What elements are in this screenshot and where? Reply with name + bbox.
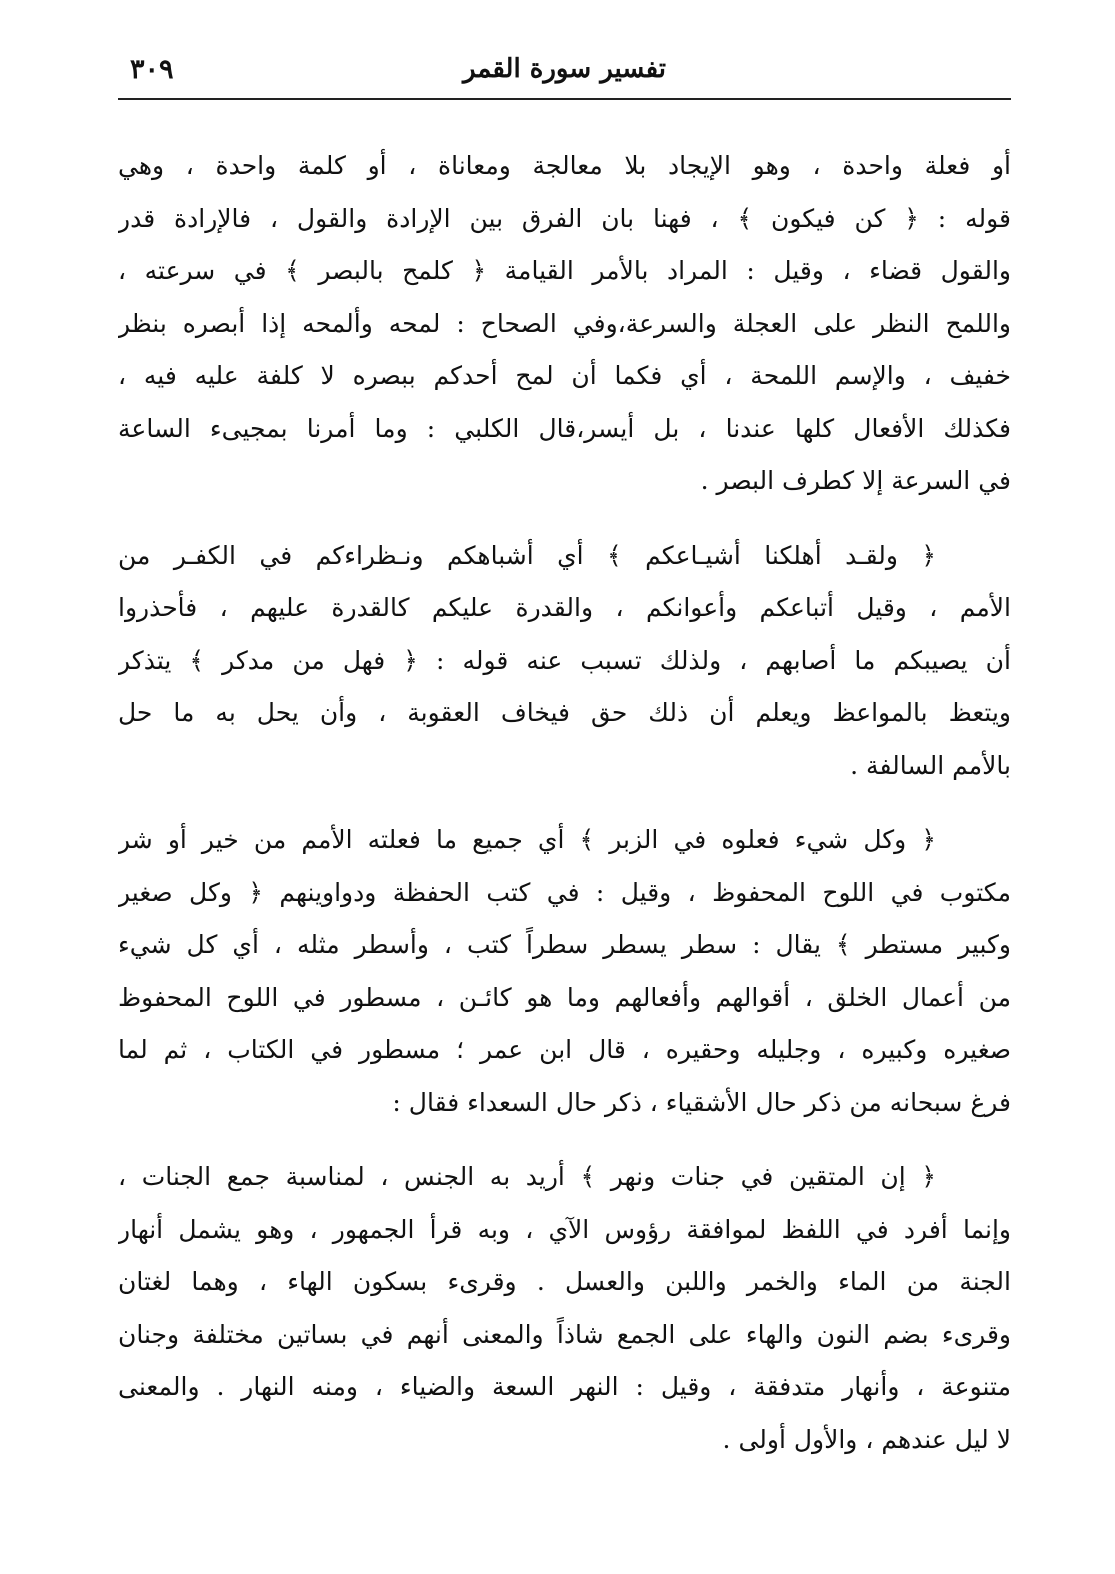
- text-line: خفيف ، والإسم اللمحة ، أي فكما أن لمح أحدكم ببصره لا كلفة عليه فيه ،: [118, 361, 1011, 390]
- text-line: واللمح النظر على العجلة والسرعة،وفي الصحاح : لمحه وألمحه إذا أبصره بنظر: [118, 308, 1011, 338]
- text-line: ويتعظ بالمواعظ ويعلم أن ذلك حق فيخاف العقوبة ، وأن يحل به ما حل: [118, 698, 1011, 727]
- header-rule: [118, 98, 1011, 100]
- text-line: ﴿ وكل شيء فعلوه في الزبر ﴾ أي جميع ما فعلته الأمم من خير أو شر: [118, 825, 936, 854]
- text-line: الجنة من الماء والخمر واللبن والعسل . وقرىء بسكون الهاء ، وهما لغتان: [118, 1267, 1011, 1296]
- text-line: ﴿ ولقـد أهلكنا أشيـاعكم ﴾ أي أشباهكم ونـظراءكم في الكفـر من: [118, 540, 936, 570]
- text-line: مكتوب في اللوح المحفوظ ، وقيل : في كتب الحفظة ودواوينهم ﴿ وكل صغير: [118, 877, 1011, 907]
- text-line: أو فعلة واحدة ، وهو الإيجاد بلا معالجة ومعاناة ، أو كلمة واحدة ، وهي: [118, 151, 1011, 180]
- page-number: ٣٠٩: [130, 54, 174, 85]
- text-line: من أعمال الخلق ، أقوالهم وأفعالهم وما هو كائـن ، مسطور في اللوح المحفوظ: [118, 982, 1011, 1012]
- text-line: فرغ سبحانه من ذكر حال الأشقياء ، ذكر حال السعداء فقال :: [392, 1087, 1011, 1117]
- paragraph-2: [118, 530, 1011, 793]
- text-line: وإنما أفرد في اللفظ لموافقة رؤوس الآي ، وبه قرأ الجمهور ، وهو يشمل أنهار: [118, 1214, 1011, 1244]
- paragraph-3: [118, 814, 1011, 1129]
- text-line: ﴿ إن المتقين في جنات ونهر ﴾ أريد به الجنس ، لمناسبة جمع الجنات ،: [118, 1162, 936, 1191]
- text-line: والقول قضاء ، وقيل : المراد بالأمر القيامة ﴿ كلمح بالبصر ﴾ في سرعته ،: [118, 256, 1011, 285]
- text-line: أن يصيبكم ما أصابهم ، ولذلك تسبب عنه قوله : ﴿ فهل من مدكر ﴾ يتذكر: [118, 645, 1011, 675]
- text-line: فكذلك الأفعال كلها عندنا ، بل أيسر،قال الكلبي : وما أمرنا بمجيىء الساعة: [118, 413, 1011, 443]
- text-line: وكبير مستطر ﴾ يقال : سطر يسطر سطراً كتب ، وأسطر مثله ، أي كل شيء: [118, 930, 1011, 959]
- body-text: [118, 140, 1011, 1488]
- text-line: متنوعة ، وأنهار متدفقة ، وقيل : النهر السعة والضياء ، ومنه النهار . والمعنى: [118, 1372, 1011, 1401]
- text-line: لا ليل عندهم ، والأول أولى .: [722, 1424, 1011, 1454]
- paragraph-4: [118, 1151, 1011, 1466]
- text-line: صغيره وكبيره ، وجليله وحقيره ، قال ابن عمر ؛ مسطور في الكتاب ، ثم لما: [118, 1035, 1011, 1064]
- text-line: وقرىء بضم النون والهاء على الجمع شاذاً والمعنى أنهم في بساتين مختلفة وجنان: [118, 1319, 1011, 1349]
- text-line: الأمم ، وقيل أتباعكم وأعوانكم ، والقدرة عليكم كالقدرة عليهم ، فأحذروا: [118, 593, 1011, 622]
- text-line: بالأمم السالفة .: [850, 750, 1011, 780]
- page-header: [118, 48, 1011, 96]
- paragraph-1: [118, 140, 1011, 508]
- running-title: تفسير سورة القمر: [463, 54, 666, 84]
- text-line: قوله : ﴿ كن فيكون ﴾ ، فهنا بان الفرق بين الإرادة والقول ، فالإرادة قدر: [118, 203, 1011, 233]
- text-line: في السرعة إلا كطرف البصر .: [700, 466, 1011, 495]
